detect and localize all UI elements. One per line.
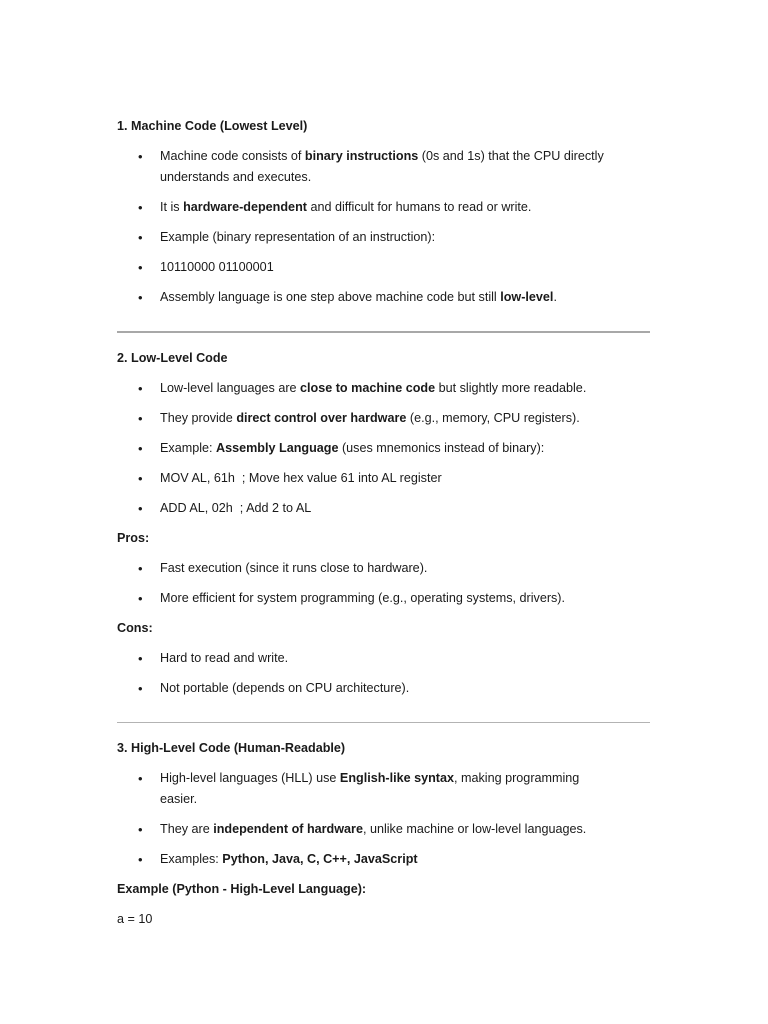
list-item-text: (uses mnemonics instead of binary): [338, 441, 545, 455]
list-item-text: High-level languages (HLL) use [160, 771, 340, 785]
pros-label: Pros: [117, 531, 150, 545]
list-item-emphasis: direct control over hardware [236, 411, 407, 425]
section-heading-low-level-code: 2. Low-Level Code [117, 351, 228, 365]
low-level-code-list [117, 378, 651, 519]
list-item-text: Hard to read and write. [160, 651, 289, 665]
list-item-emphasis: close to machine code [300, 381, 436, 395]
section-divider [117, 331, 650, 333]
list-item-text: Not portable (depends on CPU architecture). [160, 681, 410, 695]
list-item [117, 558, 615, 579]
list-item-text: Example: [160, 441, 216, 455]
cons-list [117, 648, 651, 699]
list-item [117, 287, 615, 308]
list-item [117, 468, 615, 489]
pros-list [117, 558, 651, 609]
list-item-text: (e.g., memory, CPU registers). [406, 411, 580, 425]
list-item-text: They are [160, 822, 214, 836]
list-item [117, 408, 615, 429]
machine-code-list [117, 146, 651, 308]
list-item-text: Assembly language is one step above machine code but still [160, 290, 501, 304]
cons-label: Cons: [117, 621, 153, 635]
section-heading-high-level-code: 3. High-Level Code (Human-Readable) [117, 741, 346, 755]
list-item-text: 10110000 01100001 [160, 260, 274, 274]
list-item [117, 819, 615, 840]
list-item-text: Example (binary representation of an instruction): [160, 230, 436, 244]
list-item-text: Machine code consists of [160, 149, 305, 163]
python-example-label: Example (Python - High-Level Language): [117, 882, 367, 896]
list-item-emphasis: independent of hardware [213, 822, 363, 836]
list-item-text: ADD AL, 02h ; Add 2 to AL [160, 501, 312, 515]
list-item [117, 678, 615, 699]
list-item-text: , unlike machine or low-level languages. [362, 822, 587, 836]
list-item [117, 257, 615, 278]
list-item-text: but slightly more readable. [435, 381, 587, 395]
section-heading-machine-code: 1. Machine Code (Lowest Level) [117, 119, 308, 133]
list-item-text: Low-level languages are [160, 381, 301, 395]
high-level-code-list [117, 768, 651, 870]
list-item-text: Examples: [160, 852, 223, 866]
list-item-text: , making programming easier. [160, 771, 580, 806]
list-item [117, 378, 615, 399]
list-item-emphasis: English-like syntax [339, 771, 455, 785]
list-item-text: . [553, 290, 557, 304]
list-item-text: More efficient for system programming (e.g., operating systems, drivers). [160, 591, 566, 605]
list-item-text: and difficult for humans to read or write. [306, 200, 532, 214]
document-body [117, 116, 651, 930]
list-item [117, 648, 615, 669]
list-item [117, 768, 615, 810]
list-item-text: MOV AL, 61h ; Move hex value 61 into AL register [160, 471, 442, 485]
list-item [117, 588, 615, 609]
list-item-text: They provide [160, 411, 237, 425]
list-item-emphasis: binary instructions [304, 149, 419, 163]
list-item-text: Fast execution (since it runs close to hardware). [160, 561, 428, 575]
list-item-emphasis: low-level [500, 290, 554, 304]
list-item [117, 227, 615, 248]
list-item [117, 849, 615, 870]
list-item-text: (0s and 1s) that the CPU directly understands and executes. [160, 149, 604, 184]
list-item-text: It is [160, 200, 184, 214]
list-item-emphasis: Python, Java, C, C++, JavaScript [222, 852, 418, 866]
list-item-emphasis: Assembly Language [216, 441, 339, 455]
list-item [117, 197, 615, 218]
python-code-line: a = 10 [117, 912, 153, 926]
section-divider [117, 722, 650, 723]
list-item-emphasis: hardware-dependent [183, 200, 307, 214]
list-item [117, 438, 615, 459]
list-item [117, 498, 615, 519]
list-item [117, 146, 615, 188]
